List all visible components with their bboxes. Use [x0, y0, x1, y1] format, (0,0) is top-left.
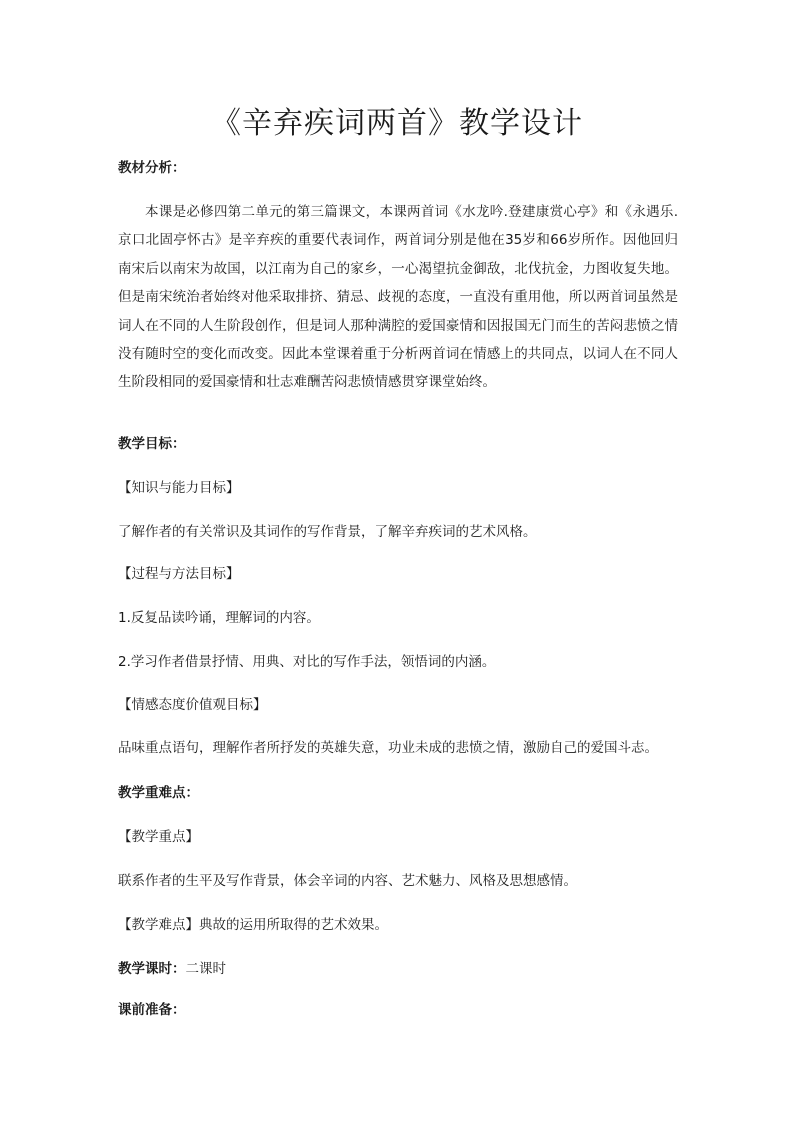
- process-item-1: 1.反复品读吟诵，理解词的内容。: [118, 610, 320, 626]
- emotion-text: 品味重点语句，理解作者所抒发的英雄失意，功业未成的悲愤之情，激励自己的爱国斗志。: [118, 740, 658, 756]
- difficulty-label: 【教学难点】: [118, 917, 199, 933]
- hours-label: 教学课时：: [118, 961, 186, 977]
- prep-heading: 课前准备：: [118, 1002, 186, 1018]
- difficulty-text: 典故的运用所取得的艺术效果。: [199, 917, 388, 933]
- material-heading: 教材分析：: [118, 160, 186, 176]
- material-paragraph: 本课是必修四第二单元的第三篇课文，本课两首词《水龙吟.登建康赏心亭》和《永遇乐.京口北固亭怀古》是辛弃疾的重要代表词作，两首词分别是他在35岁和66岁所作。因他回归南宋后以南宋为故国，以江南为自己的家乡，一心渴望抗金御敌，北伐抗金，力图收复失地。但是南宋统治者始终对他采取排挤、猜忌、歧视的态度，一直没有重用他，所以两首词虽然是词人在不同的人生阶段创作，但是词人那种满腔的爱国豪情和因报国无门而生的苦闷悲愤之情没有随时空的变化而改变。因此本堂课着重于分析两首词在情感上的共同点，以词人在不同人生阶段相同的爱国豪情和壮志难酬苦闷悲愤情感贯穿课堂始终。: [118, 204, 678, 391]
- hours-value: 二课时: [185, 961, 226, 977]
- knowledge-label: 【知识与能力目标】: [118, 480, 240, 496]
- focus-text: 联系作者的生平及写作背景，体会辛词的内容、艺术魅力、风格及思想感情。: [118, 873, 577, 889]
- process-item-2: 2.学习作者借景抒情、用典、对比的写作手法，领悟词的内涵。: [118, 654, 496, 670]
- process-label: 【过程与方法目标】: [118, 566, 240, 582]
- emotion-label: 【情感态度价值观目标】: [118, 697, 267, 713]
- difficulty-line: [118, 913, 678, 937]
- hours-line: [118, 957, 678, 981]
- key-points-heading: 教学重难点：: [118, 785, 199, 801]
- knowledge-text: 了解作者的有关常识及其词作的写作背景，了解辛弃疾词的艺术风格。: [118, 524, 537, 540]
- goals-heading: 教学目标：: [118, 436, 186, 452]
- document-title: 《辛弃疾词两首》教学设计: [211, 106, 583, 141]
- focus-label: 【教学重点】: [118, 829, 199, 845]
